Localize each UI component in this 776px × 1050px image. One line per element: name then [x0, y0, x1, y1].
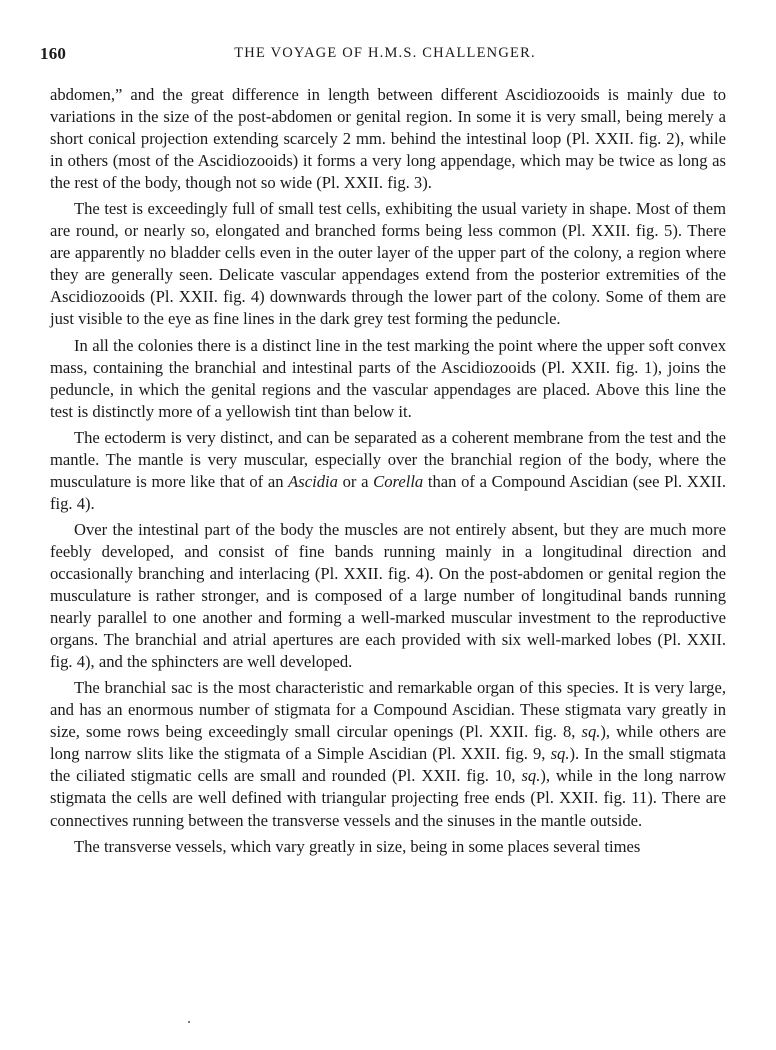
print-speck — [188, 1021, 190, 1023]
paragraph-6-text-d: ), while in the long narrow stigmata the cells are well defined with triangular projecting free ends (Pl. XXII. fig. 11). There are connectives running between the transverse vessels and the sinuses in the mantle outside. — [50, 766, 726, 830]
paragraph-5: Over the intestinal part of the body the muscles are not entirely absent, but they are much more feebly developed, and consist of fine bands running mainly in a longitudinal direction and occasionally branching and interlacing (Pl. XXII. fig. 4). On the post-abdomen or genital region the musculature is rather stronger, and is composed of a large number of longitudinal bands running nearly parallel to one another and forming a well-marked muscular investment to the reproductive organs. The branchial and atrial apertures are each provided with six well-marked lobes (Pl. XXII. fig. 4), and the sphincters are well developed. — [50, 519, 726, 672]
paragraph-3: In all the colonies there is a distinct line in the test marking the point where the upper soft convex mass, containing the branchial and intestinal parts of the Ascidiozooids (Pl. XXII. fig. 1), joins the peduncle, in which the genital regions and the vascular appendages are placed. Above this line the test is distinctly more of a yellowish tint than below it. — [50, 335, 726, 421]
paragraph-6 — [50, 677, 726, 831]
paragraph-1: abdomen,” and the great difference in length between different Ascidiozooids is mainly due to variations in the size of the post-abdomen or genital region. In some it is very small, being merely a short conical projection extending scarcely 2 mm. behind the intestinal loop (Pl. XXII. fig. 2), while in others (most of the Ascidiozooids) it forms a very long appendage, which may be twice as long as the rest of the body, though not so wide (Pl. XXII. fig. 3). — [50, 85, 726, 193]
paragraph-4-text-a: The ectoderm is very distinct, and can be separated as a coherent membrane from the test and the mantle. The mantle is very muscular, especially over the branchial region of the body, where the musculature is more like that of an — [50, 427, 726, 491]
italic-term-ascidia: Ascidia — [288, 471, 338, 491]
paragraph-7: The transverse vessels, which vary greatly in size, being in some places several times — [74, 836, 641, 856]
paragraph-4-text-c: than of a Compound Ascidian (see Pl. XXII. fig. 4). — [50, 471, 726, 513]
body-text — [50, 84, 726, 858]
paragraph-6-text-a: The branchial sac is the most characteristic and remarkable organ of this species. It is very large, and has an enormous number of stigmata for a Compound Ascidian. These stigmata vary greatly in size, some rows being exceedingly small circular openings (Pl. XXII. fig. 8, — [50, 678, 726, 742]
italic-abbrev-sq-3: sq. — [521, 766, 541, 786]
page-header — [40, 44, 730, 68]
paragraph-2: The test is exceedingly full of small test cells, exhibiting the usual variety in shape. Most of them are round, or nearly so, elongated and branched forms being less common (Pl. XXII. fig. 5). There are apparently no bladder cells even in the outer layer of the upper part of the colony, a region where they are generally seen. Delicate vascular appendages extend from the posterior extremities of the Ascidiozooids (Pl. XXII. fig. 4) downwards through the lower part of the colony. Some of them are just visible to the eye as fine lines in the dark grey test forming the peduncle. — [50, 199, 726, 329]
italic-abbrev-sq-1: sq. — [581, 722, 601, 742]
italic-abbrev-sq-2: sq. — [550, 744, 570, 764]
running-title: THE VOYAGE OF H.M.S. CHALLENGER. — [234, 45, 536, 61]
paragraph-6-text-b: ), while others are long narrow slits like the stigmata of a Simple Ascidian (Pl. XXII. fig. 9, — [50, 722, 727, 764]
paragraph-4 — [50, 427, 726, 515]
page-number: 160 — [40, 44, 67, 63]
paragraph-4-text-b: or a — [337, 471, 374, 491]
italic-term-corella: Corella — [373, 471, 424, 491]
paragraph-6-text-c: ). In the small stigmata the ciliated stigmatic cells are small and rounded (Pl. XXII. fig. 10, — [50, 744, 726, 786]
